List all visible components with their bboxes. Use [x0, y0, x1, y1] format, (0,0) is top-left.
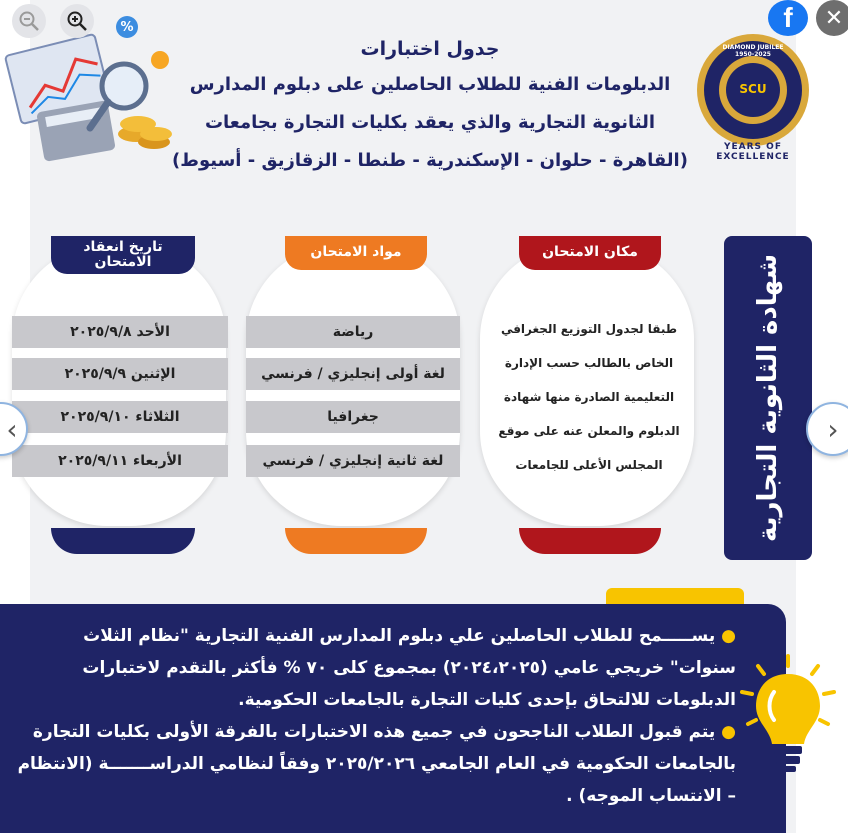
chevron-left-icon: ‹ — [6, 412, 18, 446]
close-icon: ✕ — [824, 5, 844, 31]
date-row: الإثنين ٢٠٢٥/٩/٩ — [12, 358, 228, 390]
chevron-right-icon: › — [827, 412, 839, 446]
exam-subjects-header: مواد الامتحان — [285, 236, 427, 270]
subject-row: رياضة — [246, 316, 460, 348]
zoom-out-button[interactable] — [12, 4, 46, 38]
logo-center-text: SCU — [739, 82, 767, 96]
exam-place-header: مكان الامتحان — [519, 236, 661, 270]
zoom-in-icon — [66, 10, 88, 32]
exam-dates-footer — [51, 528, 195, 554]
poster-title: جدول اختبارات — [360, 38, 500, 60]
date-row: الأحد ٢٠٢٥/٩/٨ — [12, 316, 228, 348]
poster-subtitle-line-1: الدبلومات الفنية للطلاب الحاصلين على دبلوم المدارس — [189, 74, 671, 95]
next-button[interactable] — [806, 402, 848, 456]
logo-top-arc-text: DIAMOND JUBILEE 1950-2025 — [722, 44, 784, 58]
commercial-certificate-label: شهادة الثانوية التجارية — [724, 236, 812, 560]
facebook-icon[interactable]: f — [768, 0, 808, 36]
exam-place-text: طبقا لجدول التوزيع الجغرافي الخاص بالطالب حسب الإدارة التعليمية الصادرة منها شهادة الدبلوم والمعلن عنه على موقع المجلس الأعلى للجامعات — [498, 322, 680, 472]
info-paragraph-2: يتم قبول الطلاب الناجحون في جميع هذه الاختبارات بالفرقة الأولى بكليات التجارة بالجامعات الحكومية في العام الجامعي ٢٠٢٥/٢٠٢٦ وفقاً لنظامي الدراســـــــة (الانتظام – الانتساب الموجه) . — [17, 722, 736, 806]
logo-number: 75 — [745, 128, 761, 141]
zoom-in-button[interactable] — [60, 4, 94, 38]
subject-row: لغة أولى إنجليزي / فرنسي — [246, 358, 460, 390]
jubilee-logo — [688, 28, 818, 162]
close-button[interactable] — [816, 0, 848, 36]
exam-dates-header: تاريخ انعقاد الامتحان — [51, 236, 195, 274]
subject-row: لغة ثانية إنجليزي / فرنسي — [246, 445, 460, 477]
poster-subtitle-line-2: الثانوية التجارية والذي يعقد بكليات التجارة بجامعات — [204, 112, 656, 133]
info-paragraph-1: يســـــمح للطلاب الحاصلين علي دبلوم المدارس الفنية التجارية "نظام الثلاث سنوات" خريجي عامي (٢٠٢٤،٢٠٢٥) بمجموع كلى ٧٠ % فأكثر بالتقدم لاختبارات الدبلومات للالتحاق بإحدى كليات التجارة بالجامعات الحكومية. — [82, 626, 736, 710]
lightbulb-icon — [738, 652, 838, 782]
bullet-icon: ● — [715, 722, 736, 742]
subject-row: جغرافيا — [246, 401, 460, 433]
date-row: الثلاثاء ٢٠٢٥/٩/١٠ — [12, 401, 228, 433]
exam-subjects-footer — [285, 528, 427, 554]
zoom-out-icon — [18, 10, 40, 32]
bullet-icon: ● — [715, 626, 736, 646]
universities-list: (القاهرة - حلوان - الإسكندرية - طنطا - الزقازيق - أسيوط) — [172, 150, 688, 171]
logo-bottom-text: YEARS OF EXCELLENCE — [716, 142, 790, 162]
exam-place-footer — [519, 528, 661, 554]
percent-badge: % — [116, 16, 138, 38]
info-text — [14, 620, 736, 812]
date-row: الأربعاء ٢٠٢٥/٩/١١ — [12, 445, 228, 477]
